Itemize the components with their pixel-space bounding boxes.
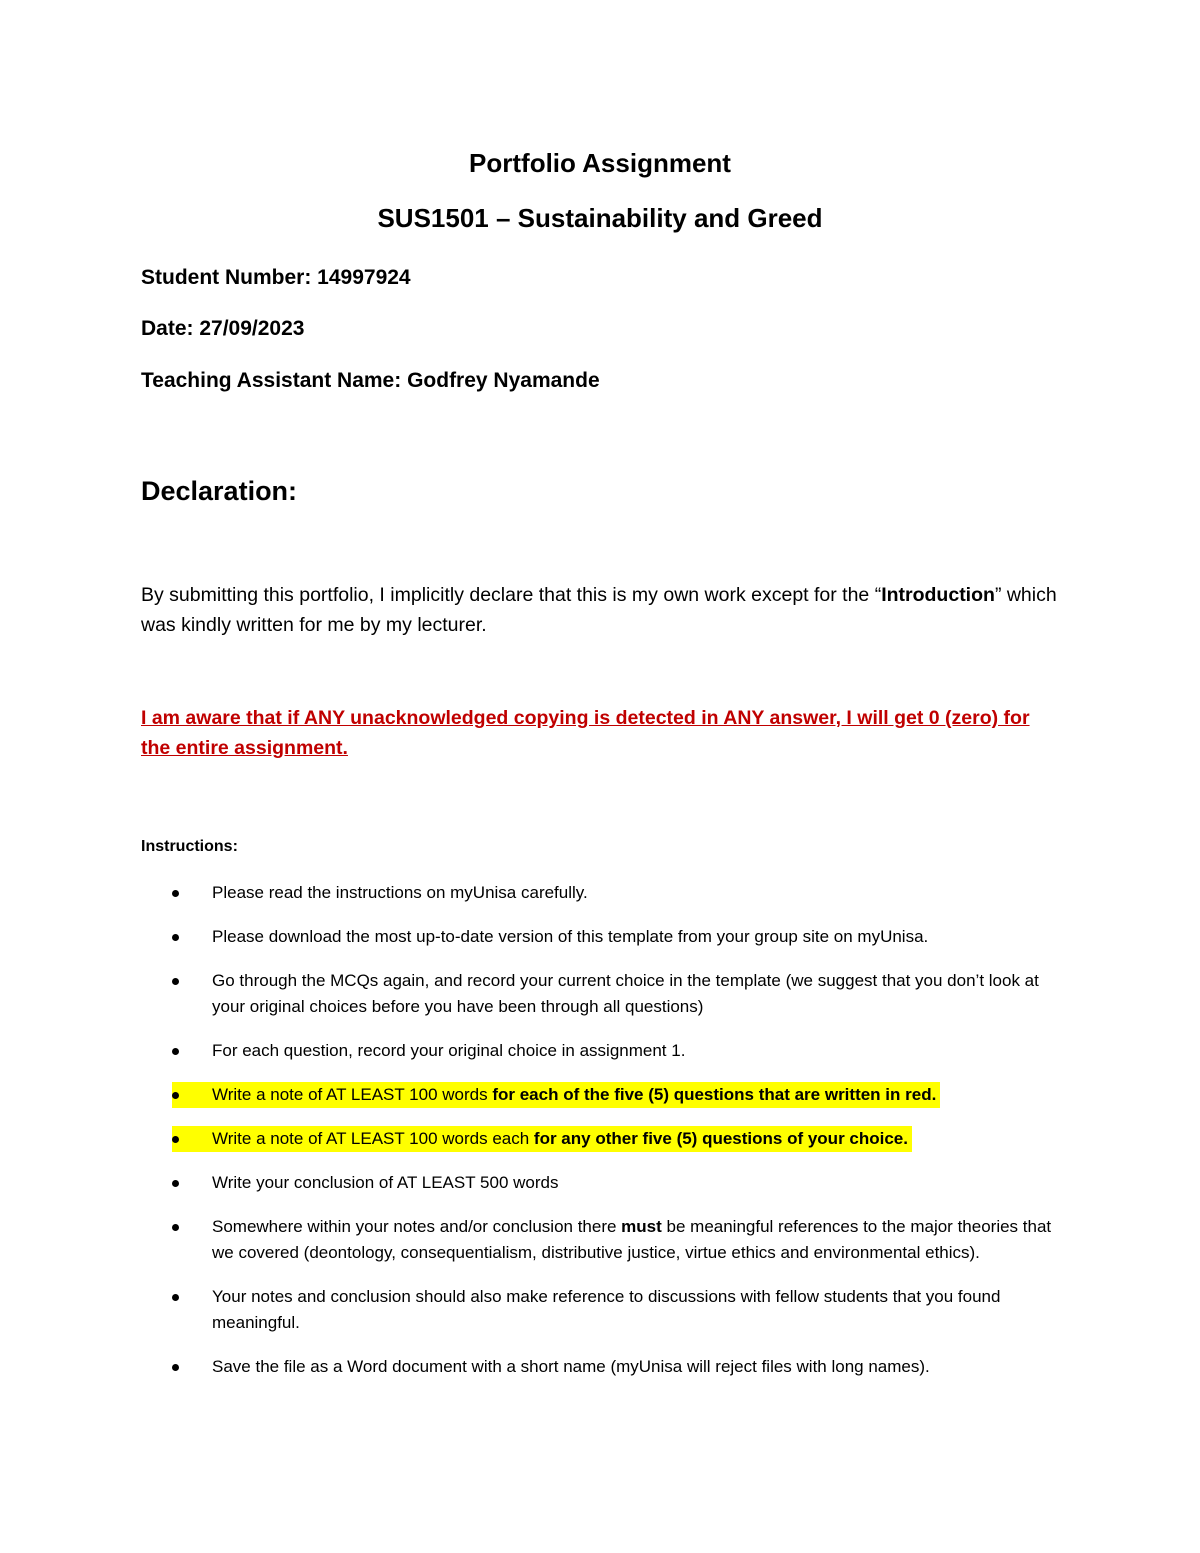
list-item-highlighted [0, 1126, 1062, 1152]
declaration-text-part2: ” which was kindly written for me by my lecturer. [141, 584, 1057, 636]
bullet-icon [172, 1136, 179, 1143]
list-item [0, 1354, 1062, 1380]
declaration-heading: Declaration: [141, 476, 298, 506]
list-item [0, 968, 1062, 1020]
list-item-text: Write your conclusion of AT LEAST 500 words [212, 1173, 559, 1192]
student-number-value: 14997924 [317, 266, 411, 289]
list-item [0, 880, 1062, 906]
student-number-line [141, 264, 411, 292]
list-item-text: Write a note of AT LEAST 100 words each [212, 1129, 534, 1148]
list-item [0, 1214, 1062, 1266]
teaching-assistant-value: Godfrey Nyamande [407, 369, 600, 392]
list-item-text: Your notes and conclusion should also make reference to discussions with fellow students that you found meaningful. [212, 1287, 1001, 1332]
list-item-text: Somewhere within your notes and/or conclusion there [212, 1217, 622, 1236]
declaration-text-introduction: Introduction [881, 584, 995, 606]
bullet-icon [172, 890, 179, 897]
instructions-list [0, 880, 1200, 1398]
list-item [0, 924, 1062, 950]
date-label: Date: [141, 317, 194, 340]
list-item-text: Please read the instructions on myUnisa carefully. [212, 883, 588, 902]
teaching-assistant-line [141, 367, 600, 395]
list-item-text: Save the file as a Word document with a short name (myUnisa will reject files with long names). [212, 1357, 930, 1376]
bullet-icon [172, 1048, 179, 1055]
declaration-text [141, 580, 1061, 640]
date-value: 27/09/2023 [199, 317, 305, 340]
list-item-text: Go through the MCQs again, and record your current choice in the template (we suggest that you don’t look at your original choices before you have been through all questions) [212, 971, 1039, 1016]
list-item [0, 1284, 1062, 1336]
student-number-label: Student Number: [141, 266, 312, 289]
document-title: Portfolio Assignment [469, 148, 731, 178]
list-item-highlighted [0, 1082, 1062, 1108]
bullet-icon [172, 1180, 179, 1187]
highlight-box [172, 1082, 940, 1108]
list-item-text: Please download the most up-to-date version of this template from your group site on myUnisa. [212, 927, 929, 946]
date-line [141, 315, 304, 343]
bullet-icon [172, 934, 179, 941]
instructions-label: Instructions: [141, 838, 238, 855]
list-item [0, 1038, 1062, 1064]
list-item-text: For each question, record your original choice in assignment 1. [212, 1041, 686, 1060]
list-item-bold-text: must [621, 1217, 662, 1236]
declaration-text-part1: By submitting this portfolio, I implicitly declare that this is my own work except for the “ [141, 584, 882, 606]
list-item-text: Write a note of AT LEAST 100 words [212, 1085, 493, 1104]
bullet-icon [172, 1224, 179, 1231]
bullet-icon [172, 1294, 179, 1301]
list-item [0, 1170, 1062, 1196]
list-item-bold-text: for each of the five (5) questions that are written in red. [492, 1085, 937, 1104]
course-title: SUS1501 – Sustainability and Greed [377, 203, 823, 233]
list-item-bold-text: for any other five (5) questions of your choice. [533, 1129, 908, 1148]
list-item-text: be meaningful references to the major theories that we covered (deontology, consequentialism, distributive justice, virtue ethics and environmental ethics). [212, 1217, 1052, 1262]
bullet-icon [172, 1092, 179, 1099]
highlight-box [172, 1126, 912, 1152]
teaching-assistant-label: Teaching Assistant Name: [141, 369, 402, 392]
bullet-icon [172, 978, 179, 985]
copying-warning: I am aware that if ANY unacknowledged copying is detected in ANY answer, I will get 0 (zero) for the entire assignment. [141, 707, 1030, 759]
bullet-icon [172, 1364, 179, 1371]
